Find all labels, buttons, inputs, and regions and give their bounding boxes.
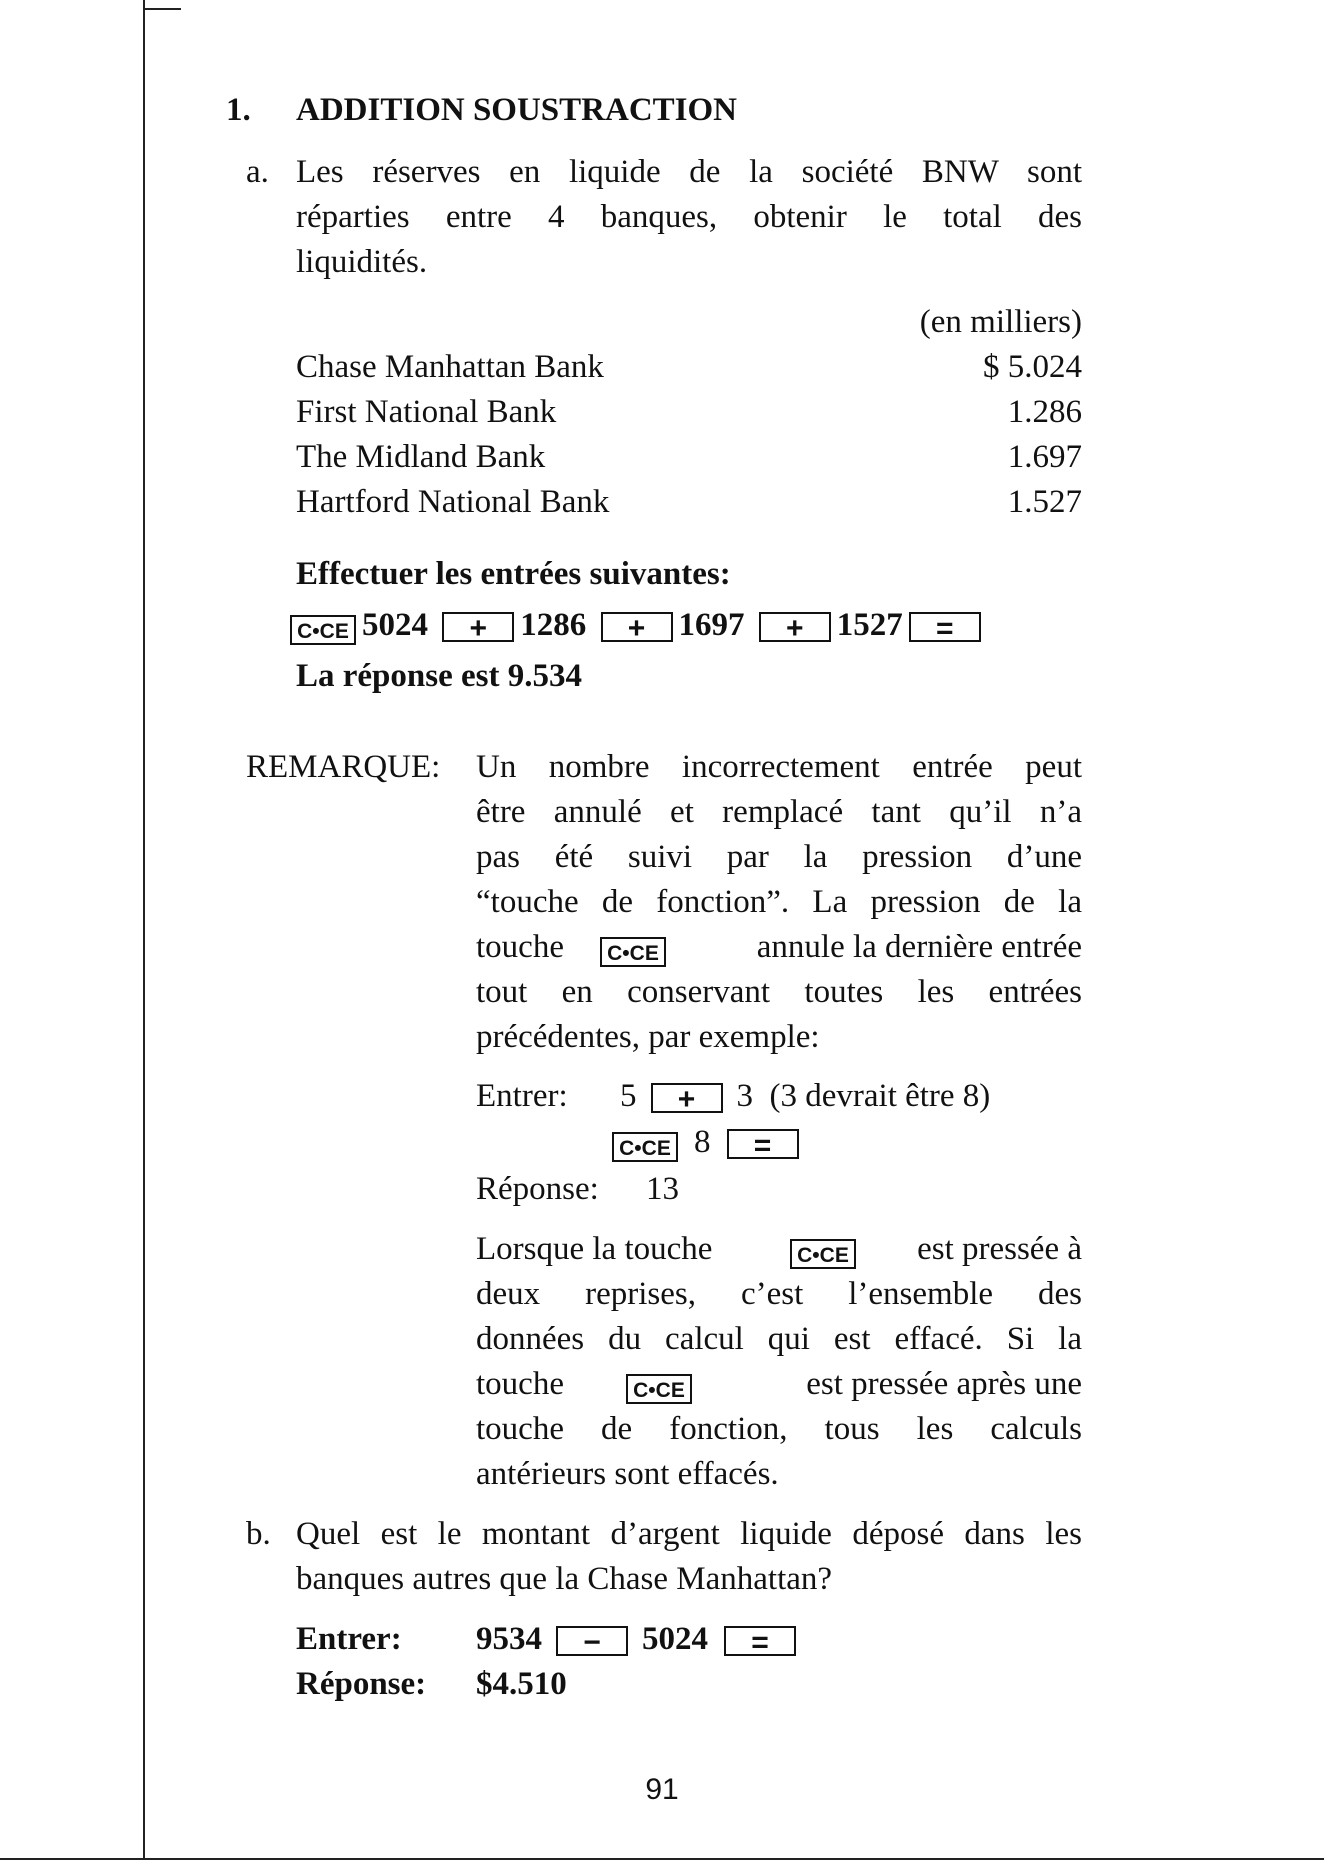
section-number: 1. (226, 92, 251, 128)
remark2-line-1b: est pressée à (917, 1231, 1082, 1267)
top-corner-rule (143, 8, 181, 10)
clear-key-icon: C•CE (290, 615, 356, 645)
bank-amount: 1.286 (1007, 394, 1082, 430)
seq-number: 1527 (836, 607, 903, 643)
part-b-enter-label: Entrer: (296, 1621, 402, 1657)
remark-line-5b: annule la dernière entrée (756, 929, 1082, 965)
remark-label: REMARQUE: (246, 749, 441, 785)
part-b-sequence (476, 1617, 796, 1662)
clear-key-icon: C•CE (626, 1374, 692, 1404)
seq-number: 9534 (476, 1621, 542, 1657)
remark-line-7: précédentes, par exemple: (476, 1019, 820, 1055)
seq-number: 5024 (642, 1621, 708, 1657)
clear-key-icon: C•CE (790, 1239, 856, 1269)
plus-key-icon: + (442, 612, 514, 642)
part-a-line-1: Les réserves en liquide de la société BNW sont (296, 154, 1082, 190)
remark2-cce-key-1 (790, 1227, 856, 1272)
remark2-line-6: antérieurs sont effacés. (476, 1456, 779, 1492)
remark-line-6: tout en conservant toutes les entrées (476, 974, 1082, 1010)
page-number: 91 (645, 1773, 679, 1806)
remark-line-1: Un nombre incorrectement entrée peut (476, 749, 1082, 785)
remark2-line-1a: Lorsque la touche (476, 1231, 713, 1267)
plus-key-icon: + (601, 612, 673, 642)
remark2-line-5: touche de fonction, tous les calculs (476, 1411, 1082, 1447)
part-a-line-3: liquidités. (296, 244, 428, 280)
part-a-answer: La réponse est 9.534 (296, 658, 582, 694)
part-b-line-2: banques autres que la Chase Manhattan? (296, 1561, 833, 1597)
equals-key-icon: = (724, 1626, 796, 1656)
remark2-line-4b: est pressée après une (806, 1366, 1082, 1402)
bank-name: Chase Manhattan Bank (296, 349, 604, 385)
part-b-answer-label: Réponse: (296, 1666, 427, 1702)
left-margin-rule (143, 0, 145, 1858)
seq-number: 5024 (362, 607, 428, 643)
seq-number: 1697 (678, 607, 745, 643)
bank-amount: $ 5.024 (983, 349, 1082, 385)
remark-line-3: pas été suivi par la pression d’une (476, 839, 1082, 875)
section-title: ADDITION SOUSTRACTION (296, 92, 738, 128)
remark-cce-key (600, 925, 666, 970)
remark-line-4: “touche de fonction”. La pression de la (476, 884, 1082, 920)
clear-key-icon: C•CE (600, 937, 666, 967)
part-a-marker: a. (246, 154, 269, 190)
equals-key-icon: = (727, 1129, 799, 1159)
unit-note: (en milliers) (919, 304, 1082, 340)
example-digit: 5 (620, 1078, 637, 1114)
minus-key-icon: − (556, 1626, 628, 1656)
seq-number: 1286 (520, 607, 587, 643)
example-enter-label: Entrer: (476, 1078, 568, 1114)
example-note: (3 devrait être 8) (769, 1078, 991, 1114)
part-a-line-2: réparties entre 4 banques, obtenir le total des (296, 199, 1082, 235)
part-b-answer-value: $4.510 (476, 1666, 567, 1702)
example-answer-label: Réponse: (476, 1171, 599, 1207)
remark2-line-3: données du calcul qui est effacé. Si la (476, 1321, 1082, 1357)
clear-key-icon: C•CE (612, 1132, 678, 1162)
example-line-1 (620, 1074, 990, 1119)
instruction-text: Effectuer les entrées suivantes: (296, 556, 731, 592)
part-b-line-1: Quel est le montant d’argent liquide déposé dans les (296, 1516, 1082, 1552)
example-answer-value: 13 (646, 1171, 679, 1207)
bank-name: Hartford National Bank (296, 484, 610, 520)
example-line-2 (612, 1120, 799, 1165)
bank-name: The Midland Bank (296, 439, 546, 475)
bank-name: First National Bank (296, 394, 557, 430)
example-digit: 3 (736, 1078, 753, 1114)
bank-amount: 1.527 (1007, 484, 1082, 520)
remark2-line-4a: touche (476, 1366, 564, 1402)
remark2-line-2: deux reprises, c’est l’ensemble des (476, 1276, 1082, 1312)
equals-key-icon: = (909, 612, 981, 642)
remark2-cce-key-2 (626, 1362, 692, 1407)
part-b-marker: b. (246, 1516, 271, 1552)
remark-line-2: être annulé et remplacé tant qu’il n’a (476, 794, 1082, 830)
remark-line-5a: touche (476, 929, 564, 965)
bank-amount: 1.697 (1007, 439, 1082, 475)
example-digit: 8 (694, 1124, 711, 1160)
plus-key-icon: + (759, 612, 831, 642)
key-sequence (290, 603, 987, 648)
plus-key-icon: + (651, 1083, 723, 1113)
bottom-rule (0, 1858, 1324, 1860)
